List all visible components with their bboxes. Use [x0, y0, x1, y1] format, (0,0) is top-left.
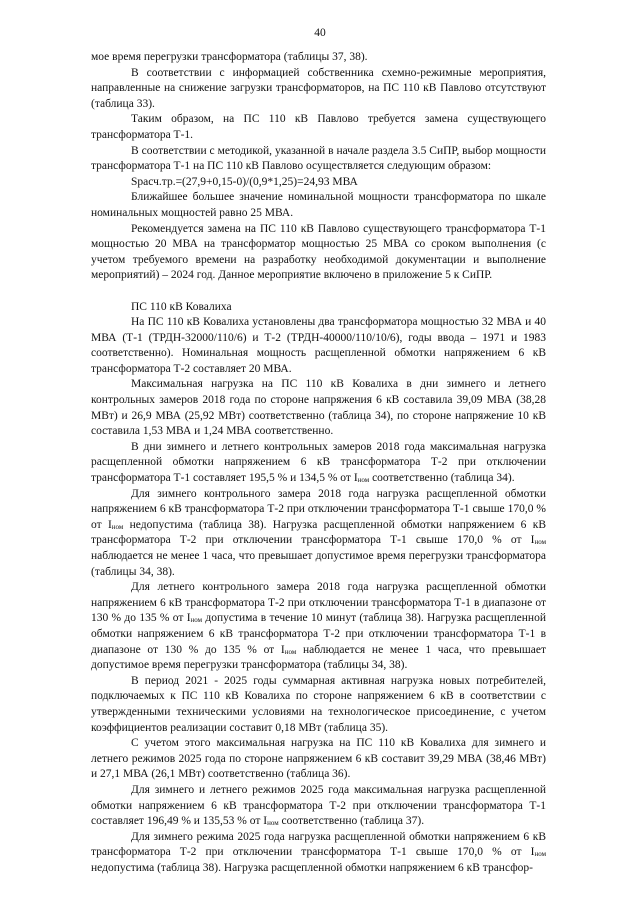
paragraph: Таким образом, на ПС 110 кВ Павлово требуется замена существующего трансформатора Т-1. [91, 113, 546, 141]
paragraph: На ПС 110 кВ Ковалиха установлены два трансформатора мощностью 32 МВА и 40 МВА (Т-1 (ТРДН-32000/110/6) и Т-2 (ТРДН-40000/110/10/6), годы ввода – 1971 и 1983 соответственно). Номинальная мощность расщепленной обмотки напряжением 6 кВ трансформатора Т-2 составляет 20 МВА. [91, 316, 546, 375]
section-heading: ПС 110 кВ Ковалиха [131, 300, 232, 313]
paragraph: Для зимнего контрольного замера 2018 года нагрузка расщепленной обмотки напряжением 6 кВ трансформатора Т-2 при отключении трансформатора Т-1 свыше 170,0 % от $I_{ном}$ недопустима (таблица 38). Нагрузка расщепленной обмотки напряжением 6 кВ трансформатора Т-2 при отключении трансформатора Т-1 свыше 170,0 % от $I_{ном}$ наблюдается не менее 1 часа, что превышает допустимое время перегрузки трансформатора (таблицы 34, 38). [91, 487, 546, 578]
paragraph: Для зимнего и летнего режимов 2025 года максимальная нагрузка расщепленной обмотки напряжением 6 кВ трансформатора Т-2 при отключении трансформатора Т-1 составляет 196,49 % и 135,53 % от $I_{ном}$ соответственно (таблица 37). [91, 783, 546, 828]
page-number: 40 [314, 27, 326, 39]
paragraph: мое время перегрузки трансформатора (таблицы 37, 38). [91, 51, 368, 63]
document-body [91, 50, 546, 876]
paragraph: Максимальная нагрузка на ПС 110 кВ Ковалиха в дни зимнего и летнего контрольных замеров 2018 года по стороне напряжения 6 кВ составила 39,09 МВА (38,28 МВт) и 26,9 МВА (25,92 МВт) соответственно (таблица 34), по стороне напряжение 10 кВ составила 1,53 МВА и 1,24 МВА соответственно. [91, 378, 546, 438]
paragraph: В соответствии с информацией собственника схемно-режимные мероприятия, направленные на снижение загрузки трансформаторов, на ПС 110 кВ Павлово отсутствуют (таблица 33). [91, 66, 546, 110]
paragraph: В дни зимнего и летнего контрольных замеров 2018 года максимальная нагрузка расщепленной обмотки напряжением 6 кВ трансформатора Т-2 при отключении трансформатора Т-1 составляет 195,5 % и 134,5 % от $I_{ном}$ соответственно (таблица 34). [91, 440, 546, 485]
paragraph: В соответствии с методикой, указанной в начале раздела 3.5 СиПР, выбор мощности трансформатора Т-1 на ПС 110 кВ Павлово осуществляется следующим образом: [91, 144, 546, 173]
paragraph: Ближайшее большее значение номинальной мощности трансформатора по шкале номинальных мощностей равно 25 МВА. [91, 191, 546, 219]
formula: Sрасч.тр.=(27,9+0,15-0)/(0,9*1,25)=24,93 МВА [131, 175, 358, 188]
paragraph: Рекомендуется замена на ПС 110 кВ Павлово существующего трансформатора Т-1 мощностью 20 МВА на трансформатор мощностью 25 МВА со сроком выполнения (с учетом требуемого времени на разработку необходимой документации и выполнение мероприятий) – 2024 год. Данное мероприятие включено в приложение 5 к СиПР. [91, 222, 546, 282]
paragraph: Для зимнего режима 2025 года нагрузка расщепленной обмотки напряжением 6 кВ трансформатора Т-2 при отключении трансформатора Т-1 свыше 170,0 % от $I_{ном}$ недопустима (таблица 38). Нагрузка расщепленной обмотки напряжением 6 кВ трансфор- [91, 830, 546, 874]
paragraph: С учетом этого максимальная нагрузка на ПС 110 кВ Ковалиха для зимнего и летнего режимов 2025 года по стороне напряжением 6 кВ составит 39,29 МВА (38,46 МВт) и 27,1 МВА (26,1 МВт) соответственно (таблица 36). [91, 737, 546, 781]
paragraph: Для летнего контрольного замера 2018 года нагрузка расщепленной обмотки напряжением 6 кВ трансформатора Т-2 при отключении трансформатора Т-1 в диапазоне от 130 % до 135 % от $I_{ном}$ допустима в течение 10 минут (таблица 38). Нагрузка расщепленной обмотки напряжением 6 кВ трансформатора Т-2 при отключении трансформатора Т-1 в диапазоне от 130 % до 135 % от $I_{ном}$ наблюдается не менее 1 часа, что превышает допустимое время перегрузки трансформатора (таблицы 34, 38). [91, 581, 546, 672]
paragraph: В период 2021 - 2025 годы суммарная активная нагрузка новых потребителей, подключаемых к ПС 110 кВ Ковалиха по стороне напряжением 6 кВ в соответствии с утвержденными техническими условиями на технологическое присоединение, с учетом коэффициентов реализации составит 0,18 МВт (таблица 35). [91, 674, 546, 734]
